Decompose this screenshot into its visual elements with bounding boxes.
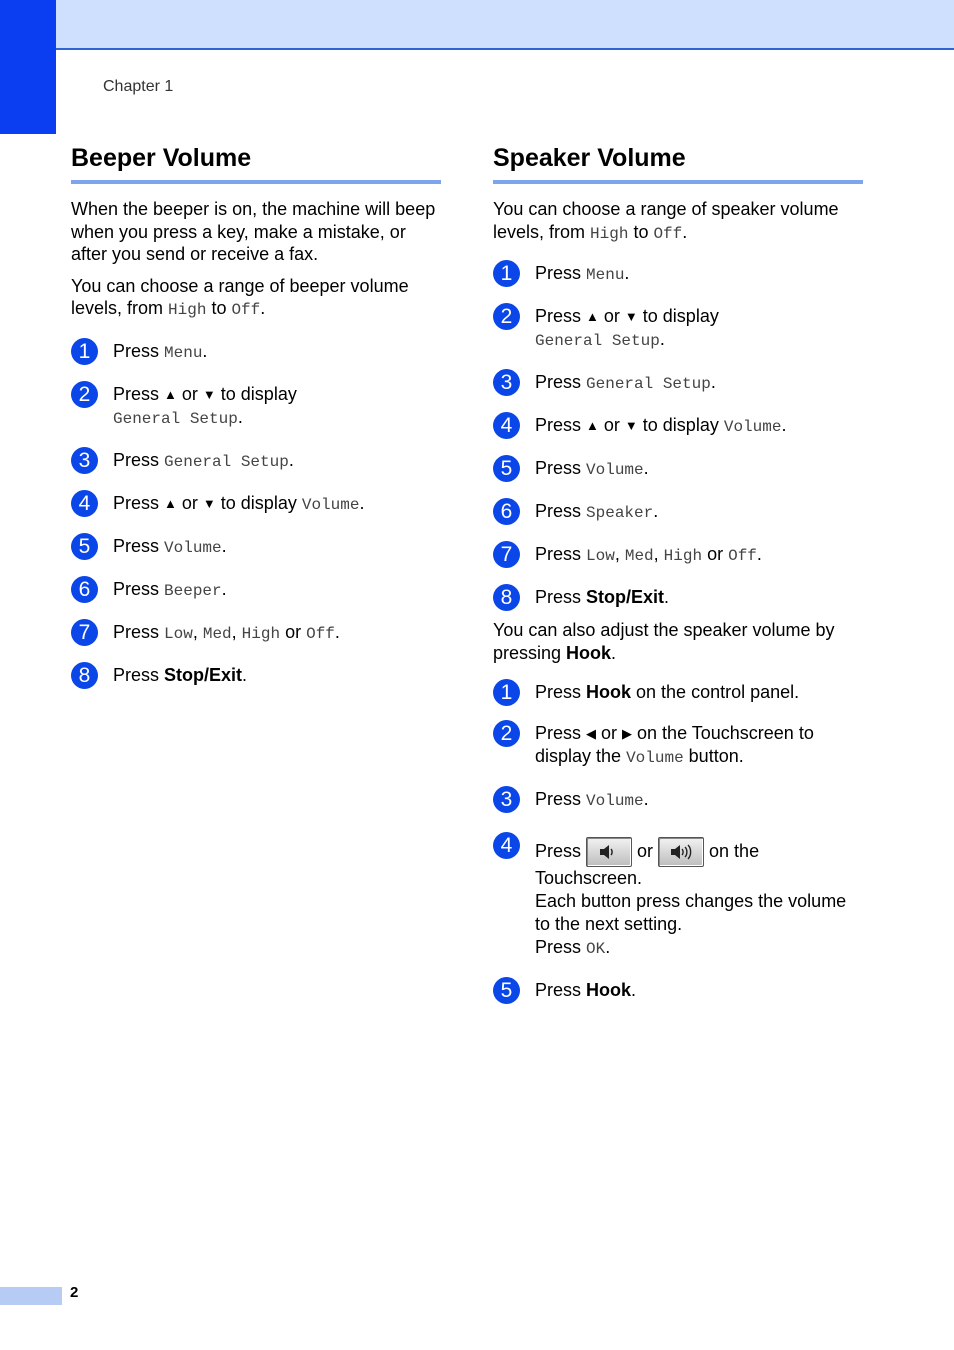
section-title: Beeper Volume (71, 142, 441, 184)
volume-down-button[interactable] (586, 837, 632, 867)
step-number: 5 (71, 533, 98, 560)
down-arrow-icon: ▼ (624, 309, 638, 324)
up-arrow-icon: ▲ (164, 386, 177, 402)
step: 2 Press ▲ or ▼ to display General Setup. (71, 383, 441, 431)
speaker-low-icon (598, 842, 620, 862)
left-arrow-icon: ◀ (586, 726, 597, 741)
step: 4 Press or on the Touchscreen. Each button press changes the volume to the next setting. Press OK. (493, 837, 863, 961)
header-band (0, 0, 954, 50)
up-arrow-icon: ▲ (586, 309, 599, 324)
step: 3 Press General Setup. (493, 371, 863, 396)
step: 1 Press Menu. (493, 262, 863, 287)
section-title: Speaker Volume (493, 142, 863, 184)
speaker-intro: You can choose a range of speaker volume levels, from High to Off. (493, 199, 839, 243)
step: 4 Press ▲ or ▼ to display Volume. (493, 414, 863, 439)
beeper-range: You can choose a range of beeper volume levels, from High to Off. (71, 275, 409, 319)
step-number: 2 (493, 303, 520, 330)
step-number: 5 (493, 455, 520, 482)
step-number: 5 (493, 977, 520, 1004)
step-number: 7 (71, 619, 98, 646)
beeper-volume-section (71, 142, 441, 687)
speaker-volume-section (493, 142, 863, 1002)
step-number: 4 (493, 412, 520, 439)
step: 3 Press General Setup. (71, 449, 441, 474)
step: 6 Press Speaker. (493, 500, 863, 525)
step: 5 Press Volume. (71, 535, 441, 560)
step: 1 Press Hook on the control panel. (493, 681, 863, 704)
step-number: 6 (71, 576, 98, 603)
step: 5 Press Volume. (493, 457, 863, 482)
down-arrow-icon: ▼ (202, 495, 216, 511)
up-arrow-icon: ▲ (586, 418, 599, 433)
step: 6 Press Beeper. (71, 578, 441, 603)
step: 5 Press Hook. (493, 979, 863, 1002)
up-arrow-icon: ▲ (164, 495, 177, 511)
step: 8 Press Stop/Exit. (71, 664, 441, 687)
down-arrow-icon: ▼ (202, 386, 216, 402)
step: 3 Press Volume. (493, 788, 863, 813)
chapter-tab (0, 0, 56, 134)
down-arrow-icon: ▼ (624, 418, 638, 433)
step: 2 Press ◀ or ▶ on the Touchscreen to display the Volume button. (493, 722, 863, 770)
step-number: 3 (493, 369, 520, 396)
step-number: 1 (493, 260, 520, 287)
volume-up-button[interactable] (658, 837, 704, 867)
step-number: 1 (71, 338, 98, 365)
beeper-intro: When the beeper is on, the machine will beep when you press a key, make a mistake, or after you send or receive a fax. (71, 199, 436, 264)
step: 8 Press Stop/Exit. (493, 586, 863, 609)
step-number: 4 (71, 490, 98, 517)
step-number: 2 (71, 381, 98, 408)
step-number: 1 (493, 679, 520, 706)
step-number: 3 (71, 447, 98, 474)
page-number-bar (0, 1287, 62, 1305)
speaker-high-icon (670, 842, 694, 862)
chapter-label: Chapter 1 (103, 78, 174, 95)
step-number: 4 (493, 832, 520, 859)
step-number: 7 (493, 541, 520, 568)
step-number: 8 (71, 662, 98, 689)
hook-intro: You can also adjust the speaker volume by pressing Hook. (493, 620, 835, 663)
step-number: 6 (493, 498, 520, 525)
step: 4 Press ▲ or ▼ to display Volume. (71, 492, 441, 517)
step-number: 3 (493, 786, 520, 813)
step: 7 Press Low, Med, High or Off. (71, 621, 441, 646)
step-number: 8 (493, 584, 520, 611)
step-number: 2 (493, 720, 520, 747)
page-number: 2 (70, 1284, 79, 1301)
step: 2 Press ▲ or ▼ to display General Setup. (493, 305, 863, 353)
step: 1 Press Menu. (71, 340, 441, 365)
right-arrow-icon: ▶ (622, 726, 633, 741)
step: 7 Press Low, Med, High or Off. (493, 543, 863, 568)
